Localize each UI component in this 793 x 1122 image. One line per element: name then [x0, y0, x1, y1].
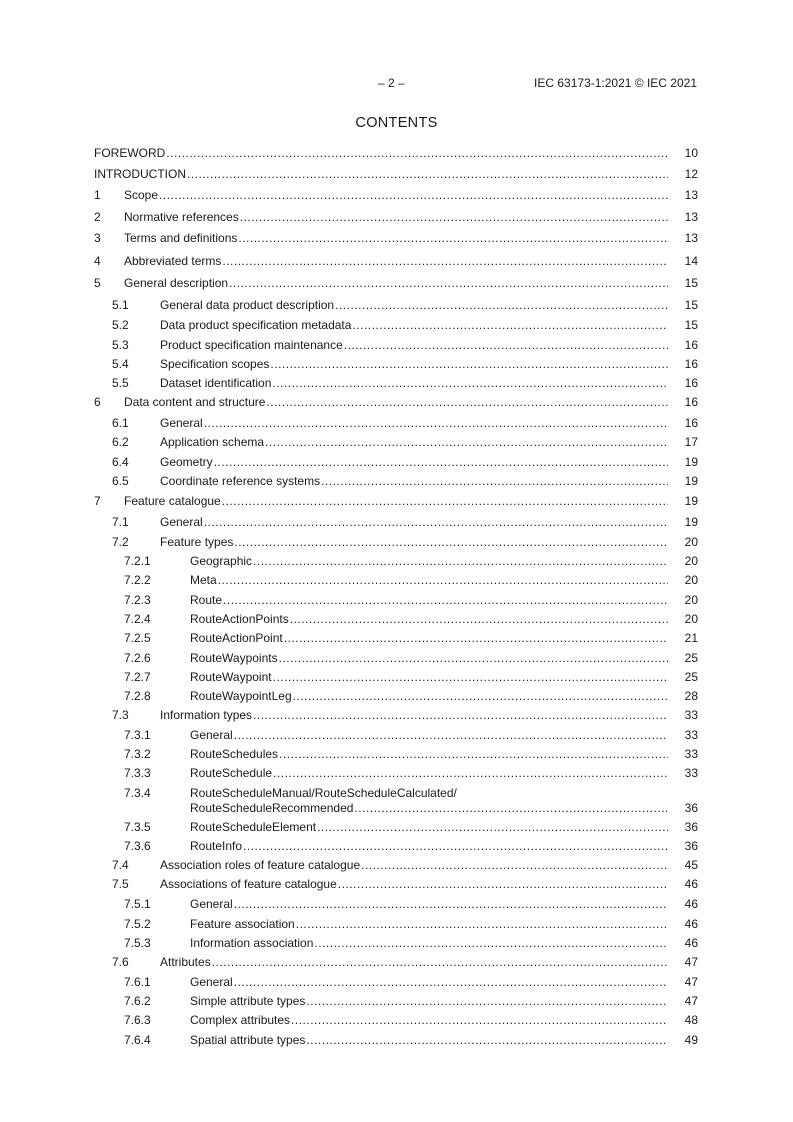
- toc-entry-page: 16: [684, 376, 698, 390]
- toc-entry-title: INTRODUCTION: [94, 167, 186, 181]
- toc-entry-title: Normative references: [124, 210, 239, 224]
- toc-entry-number: 7.6.1: [124, 975, 151, 989]
- toc-entry-page: 46: [684, 917, 698, 931]
- toc-entry[interactable]: [94, 573, 698, 588]
- dot-leader: [306, 1033, 668, 1048]
- dot-leader: [270, 357, 668, 372]
- toc-entry-number: 7.5: [112, 877, 129, 891]
- toc-entry[interactable]: [94, 670, 698, 685]
- toc-entry-title: Attributes: [160, 955, 211, 969]
- toc-entry-title: RouteWaypoints: [190, 651, 278, 665]
- toc-entry[interactable]: [94, 612, 698, 627]
- toc-entry-page: 47: [684, 994, 698, 1008]
- dot-leader: [314, 936, 668, 951]
- toc-entry-number: 7.4: [112, 858, 129, 872]
- toc-entry-title: Coordinate reference systems: [160, 474, 321, 488]
- toc-entry-title: Scope: [124, 188, 159, 202]
- dot-leader: [234, 728, 668, 743]
- toc-entry-number: 5.3: [112, 338, 129, 352]
- toc-entry[interactable]: [94, 298, 698, 313]
- toc-entry-number: 7.6.3: [124, 1013, 151, 1027]
- dot-leader: [321, 474, 668, 489]
- toc-entry[interactable]: [94, 515, 698, 530]
- toc-entry-page: 49: [684, 1033, 698, 1047]
- dot-leader: [265, 435, 668, 450]
- toc-entry-number: 7.3.2: [124, 747, 151, 761]
- toc-entry-page: 16: [684, 416, 698, 430]
- toc-entry[interactable]: [94, 1013, 698, 1028]
- toc-entry-page: 47: [684, 955, 698, 969]
- toc-entry-page: 46: [684, 877, 698, 891]
- toc-entry-page: 20: [684, 573, 698, 587]
- toc-entry-number: 6: [94, 395, 101, 409]
- page-title: CONTENTS: [355, 115, 438, 131]
- toc-entry-title: Data product specification metadata: [160, 318, 352, 332]
- toc-entry[interactable]: [94, 877, 698, 892]
- dot-leader: [284, 631, 668, 646]
- toc-entry-page: 28: [684, 689, 698, 703]
- toc-entry-title: RouteActionPoint: [190, 631, 283, 645]
- dot-leader: [229, 276, 668, 291]
- toc-entry[interactable]: [94, 146, 698, 161]
- dot-leader: [354, 801, 668, 816]
- toc-entry[interactable]: [94, 318, 698, 333]
- toc-entry-number: 7.3.3: [124, 766, 151, 780]
- toc-entry-title: Data content and structure: [124, 395, 266, 409]
- toc-entry-number: 7.2.8: [124, 689, 151, 703]
- toc-entry-title: Association roles of feature catalogue: [160, 858, 361, 872]
- toc-entry-page: 15: [684, 298, 698, 312]
- toc-entry-title: RouteSchedules: [190, 747, 279, 761]
- toc-entry[interactable]: [94, 728, 698, 743]
- toc-entry-number: 6.2: [112, 435, 129, 449]
- toc-entry-page: 33: [684, 747, 698, 761]
- toc-entry[interactable]: [94, 917, 698, 932]
- toc-entry-page: 20: [684, 593, 698, 607]
- dot-leader: [212, 955, 668, 970]
- dot-leader: [344, 338, 668, 353]
- toc-entry-title-line1: RouteScheduleManual/RouteScheduleCalculated/: [190, 786, 457, 800]
- toc-entry[interactable]: [94, 1033, 698, 1048]
- toc-entry-number: 7.2: [112, 535, 129, 549]
- toc-entry-page: 21: [684, 631, 698, 645]
- toc-entry[interactable]: [94, 631, 698, 646]
- toc-entry-page: 13: [684, 188, 698, 202]
- toc-entry[interactable]: [94, 455, 698, 470]
- toc-entry[interactable]: [94, 975, 698, 990]
- dot-leader: [266, 395, 668, 410]
- dot-leader: [222, 254, 668, 269]
- toc-entry[interactable]: [94, 593, 698, 608]
- dot-leader: [273, 670, 668, 685]
- toc-entry-title: General: [190, 728, 233, 742]
- dot-leader: [338, 877, 668, 892]
- dot-leader: [253, 708, 668, 723]
- toc-entry-page: 16: [684, 357, 698, 371]
- toc-entry[interactable]: [94, 554, 698, 569]
- dot-leader: [166, 146, 668, 161]
- dot-leader: [291, 1013, 668, 1028]
- toc-entry-title: General: [160, 515, 203, 529]
- toc-entry-title: Spatial attribute types: [190, 1033, 306, 1047]
- toc-entry-number: 7.3.4: [124, 786, 151, 800]
- dot-leader: [279, 651, 668, 666]
- toc-entry-title: RouteWaypoint: [190, 670, 272, 684]
- toc-entry-number: 2: [94, 210, 101, 224]
- dot-leader: [234, 535, 668, 550]
- dot-leader: [234, 897, 668, 912]
- toc-entry-title: RouteScheduleElement: [190, 820, 317, 834]
- toc-entry-number: 3: [94, 231, 101, 245]
- toc-entry-page: 13: [684, 210, 698, 224]
- toc-entry-title: Specification scopes: [160, 357, 270, 371]
- toc-entry-page: 19: [684, 474, 698, 488]
- page-number: – 2 –: [378, 76, 405, 90]
- toc-entry-title: Product specification maintenance: [160, 338, 343, 352]
- dot-leader: [352, 318, 668, 333]
- dot-leader: [279, 747, 668, 762]
- toc-entry-title: Application schema: [160, 435, 265, 449]
- toc-entry-page: 19: [684, 515, 698, 529]
- toc-entry-page: 48: [684, 1013, 698, 1027]
- toc-entry[interactable]: [94, 167, 698, 182]
- toc-entry-title: RouteActionPoints: [190, 612, 289, 626]
- toc-entry-number: 7.3: [112, 708, 129, 722]
- toc-entry-number: 7.5.3: [124, 936, 151, 950]
- toc-entry-number: 7.2.3: [124, 593, 151, 607]
- toc-entry-number: 6.5: [112, 474, 129, 488]
- toc-entry[interactable]: [94, 535, 698, 550]
- toc-entry-number: 7.2.2: [124, 573, 151, 587]
- toc-entry[interactable]: [94, 188, 698, 203]
- dot-leader: [214, 455, 668, 470]
- dot-leader: [335, 298, 668, 313]
- dot-leader: [317, 820, 668, 835]
- dot-leader: [238, 231, 668, 246]
- toc-entry-page: 20: [684, 535, 698, 549]
- toc-entry-title: Geographic: [190, 554, 253, 568]
- toc-entry-page: 33: [684, 766, 698, 780]
- dot-leader: [159, 188, 668, 203]
- dot-leader: [243, 839, 668, 854]
- toc-entry-page: 46: [684, 936, 698, 950]
- toc-entry-title: Route: [190, 593, 223, 607]
- toc-entry[interactable]: [94, 254, 698, 269]
- toc-entry-page: 46: [684, 897, 698, 911]
- toc-entry-number: 5.2: [112, 318, 129, 332]
- dot-leader: [234, 975, 668, 990]
- toc-entry-number: 5: [94, 276, 101, 290]
- dot-leader: [187, 167, 668, 182]
- toc-entry[interactable]: [94, 376, 698, 391]
- toc-entry-page: 15: [684, 276, 698, 290]
- toc-entry-number: 5.4: [112, 357, 129, 371]
- toc-entry-number: 7.3.1: [124, 728, 151, 742]
- toc-entry-page: 13: [684, 231, 698, 245]
- toc-entry-page: 14: [684, 254, 698, 268]
- toc-entry[interactable]: [94, 689, 698, 704]
- dot-leader: [273, 766, 668, 781]
- toc-entry-number: 5.1: [112, 298, 129, 312]
- toc-entry-page: 47: [684, 975, 698, 989]
- toc-entry-title: Feature types: [160, 535, 234, 549]
- toc-entry-title: RouteScheduleRecommended: [190, 801, 354, 815]
- toc-entry-page: 16: [684, 338, 698, 352]
- toc-entry[interactable]: [94, 936, 698, 951]
- toc-entry-page: 36: [684, 839, 698, 853]
- dot-leader: [218, 573, 668, 588]
- toc-entry-page: 25: [684, 651, 698, 665]
- toc-entry-title: FOREWORD: [94, 146, 166, 160]
- toc-entry-page: 33: [684, 708, 698, 722]
- toc-entry-number: 7.6: [112, 955, 129, 969]
- toc-entry[interactable]: [94, 210, 698, 225]
- toc-entry-number: 7.2.7: [124, 670, 151, 684]
- toc-entry-title: Information types: [160, 708, 253, 722]
- toc-entry-page: 12: [684, 167, 698, 181]
- toc-entry-page: 36: [684, 801, 698, 815]
- toc-entry-title: RouteWaypointLeg: [190, 689, 292, 703]
- toc-entry-title: RouteInfo: [190, 839, 243, 853]
- toc-entry-title: Abbreviated terms: [124, 254, 222, 268]
- toc-entry-number: 7: [94, 494, 101, 508]
- toc-entry-page: 16: [684, 395, 698, 409]
- toc-entry-number: 7.2.1: [124, 554, 151, 568]
- toc-entry[interactable]: [94, 651, 698, 666]
- toc-entry-page: 20: [684, 554, 698, 568]
- toc-entry-number: 6.4: [112, 455, 129, 469]
- toc-entry-number: 5.5: [112, 376, 129, 390]
- toc-entry-page: 20: [684, 612, 698, 626]
- page-header: [0, 76, 793, 92]
- toc-entry[interactable]: [94, 276, 698, 291]
- toc-entry-page: 33: [684, 728, 698, 742]
- toc-entry-title: Simple attribute types: [190, 994, 306, 1008]
- toc-entry-title: Feature catalogue: [124, 494, 221, 508]
- toc-entry-number: 7.2.6: [124, 651, 151, 665]
- toc-entry-number: 4: [94, 254, 101, 268]
- dot-leader: [204, 515, 668, 530]
- dot-leader: [290, 612, 668, 627]
- dot-leader: [296, 917, 668, 932]
- toc-entry[interactable]: [94, 231, 698, 246]
- toc-entry-page: 19: [684, 455, 698, 469]
- toc-entry[interactable]: [94, 766, 698, 781]
- toc-entry-number: 7.2.4: [124, 612, 151, 626]
- toc-entry[interactable]: [94, 416, 698, 431]
- toc-entry-title: Dataset identification: [160, 376, 272, 390]
- toc-entry-page: 10: [684, 146, 698, 160]
- toc-entry[interactable]: [94, 786, 698, 816]
- toc-entry-title: Geometry: [160, 455, 213, 469]
- toc-entry-title: Complex attributes: [190, 1013, 291, 1027]
- toc-entry-page: 19: [684, 494, 698, 508]
- toc-entry-title: Feature association: [190, 917, 295, 931]
- dot-leader: [204, 416, 668, 431]
- toc-entry[interactable]: [94, 435, 698, 450]
- toc-entry-number: 1: [94, 188, 101, 202]
- dot-leader: [361, 858, 668, 873]
- toc-entry-page: 15: [684, 318, 698, 332]
- toc-entry[interactable]: [94, 994, 698, 1009]
- toc-entry-title: RouteSchedule: [190, 766, 273, 780]
- toc-entry-page: 17: [684, 435, 698, 449]
- toc-entry-page: 25: [684, 670, 698, 684]
- toc-entry-title: General: [190, 975, 233, 989]
- toc-entry[interactable]: [94, 395, 698, 410]
- toc-entry-title: General: [190, 897, 233, 911]
- toc-entry-number: 7.3.5: [124, 820, 151, 834]
- dot-leader: [222, 494, 668, 509]
- toc-entry[interactable]: [94, 747, 698, 762]
- toc-entry[interactable]: [94, 955, 698, 970]
- toc-entry-number: 7.2.5: [124, 631, 151, 645]
- toc-entry-number: 7.5.2: [124, 917, 151, 931]
- toc-entry-number: 7.5.1: [124, 897, 151, 911]
- dot-leader: [272, 376, 668, 391]
- toc-entry-title: General: [160, 416, 203, 430]
- dot-leader: [306, 994, 668, 1009]
- toc-entry[interactable]: [94, 708, 698, 723]
- toc-entry-title: Terms and definitions: [124, 231, 238, 245]
- dot-leader: [223, 593, 668, 608]
- toc-entry[interactable]: [94, 897, 698, 912]
- toc-entry-number: 7.1: [112, 515, 129, 529]
- dot-leader: [253, 554, 668, 569]
- toc-entry[interactable]: [94, 474, 698, 489]
- toc-entry-title: Information association: [190, 936, 314, 950]
- toc-entry[interactable]: [94, 839, 698, 854]
- toc-entry[interactable]: [94, 357, 698, 372]
- standard-reference: IEC 63173-1:2021 © IEC 2021: [534, 76, 697, 90]
- toc-entry-number: 7.6.2: [124, 994, 151, 1008]
- toc-entry-page: 36: [684, 820, 698, 834]
- dot-leader: [293, 689, 668, 704]
- toc-entry-number: 7.6.4: [124, 1033, 151, 1047]
- toc-entry-title: General data product description: [160, 298, 335, 312]
- toc-entry-page: 45: [684, 858, 698, 872]
- toc-entry[interactable]: [94, 494, 698, 509]
- toc-entry-number: 6.1: [112, 416, 129, 430]
- toc-entry[interactable]: [94, 820, 698, 835]
- toc-entry[interactable]: [94, 858, 698, 873]
- toc-entry-title: General description: [124, 276, 229, 290]
- toc-entry-number: 7.3.6: [124, 839, 151, 853]
- toc-entry-title: Meta: [190, 573, 217, 587]
- toc-entry[interactable]: [94, 338, 698, 353]
- toc-entry-title: Associations of feature catalogue: [160, 877, 337, 891]
- dot-leader: [240, 210, 668, 225]
